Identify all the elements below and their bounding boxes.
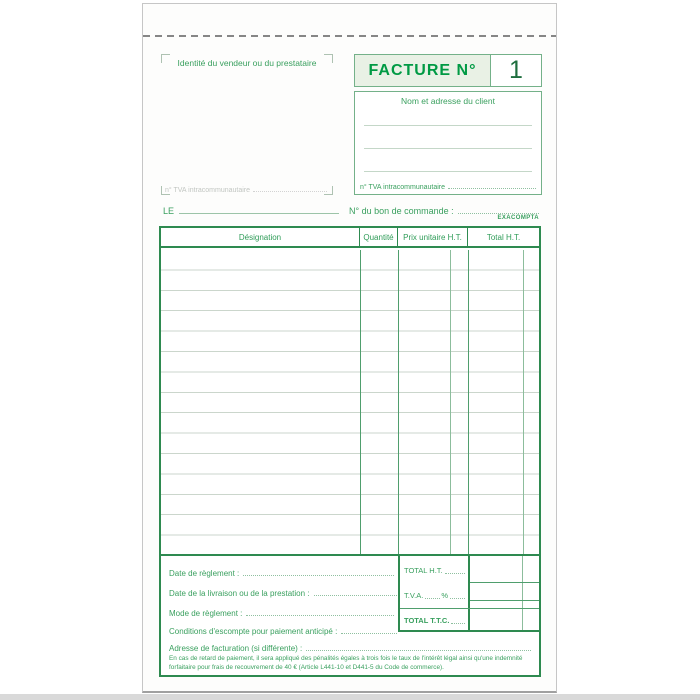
totals-box [398,556,541,632]
payment-mode-label: Mode de règlement : [169,609,243,618]
items-table-header [161,228,539,248]
totals-row-line-tva [470,600,539,601]
totals-cents-column-divider [522,556,523,630]
seller-tva-write-line [253,191,327,192]
seller-tva-line [165,187,329,194]
column-divider-prix-cents [450,250,451,554]
footer-section [159,556,541,677]
date-write-line [179,213,339,214]
total-ttc-label: TOTAL T.T.C. [404,616,450,625]
totals-value-column-divider [468,556,470,630]
corner-mark-top-right [324,54,333,63]
client-address-box [354,91,542,195]
brand-logo-text: EXACOMPTA [497,215,539,221]
order-number-write-line [458,213,539,214]
client-write-line [364,148,532,149]
invoice-form-sheet [142,3,557,693]
client-tva-write-line [448,188,536,189]
totals-row-line-ht [470,582,539,583]
column-header-designation: Désignation [161,228,360,246]
payment-date-label: Date de règlement : [169,569,240,578]
billing-address-label: Adresse de facturation (si différente) : [169,644,303,653]
column-header-quantite: Quantité [360,228,398,246]
delivery-date-write-line [314,595,399,596]
invoice-title: FACTURE N° [355,55,491,86]
date-and-order-line [163,203,539,216]
payment-date-line [169,566,394,578]
column-divider-total-cents [523,250,524,554]
column-divider-total [468,250,469,554]
totals-row-line-ttc [400,608,539,609]
total-ht-label: TOTAL H.T. [404,566,443,575]
total-ttc-line [404,614,466,625]
billing-address-write-line [306,650,531,651]
delivery-date-line [169,586,399,598]
column-header-prix-unitaire: Prix unitaire H.T. [398,228,468,246]
payment-mode-write-line [246,615,394,616]
seller-identity-label: Identité du vendeur ou du prestataire [177,58,317,68]
client-address-label: Nom et adresse du client [400,96,496,106]
discount-terms-write-line [341,633,397,634]
date-prefix-label: LE [163,206,175,216]
tva-label: T.V.A. [404,591,424,600]
perforation-dashed-line [143,35,556,37]
column-divider-prix [398,250,399,554]
client-write-line [364,171,532,172]
items-table-body [161,250,539,554]
client-tva-label: n° TVA intracommunautaire [360,184,446,191]
payment-date-write-line [243,575,394,576]
tva-rate-write-line [425,598,440,599]
delivery-date-label: Date de la livraison ou de la prestation : [169,589,310,598]
tva-line [404,590,466,600]
discount-terms-label: Conditions d'escompte pour paiement anticipé : [169,627,338,636]
payment-mode-line [169,606,394,618]
column-divider-quantite [360,250,361,554]
invoice-title-box [354,54,542,87]
total-ttc-write-line [451,623,465,624]
billing-address-line [169,641,531,653]
items-table [159,226,541,556]
legal-notice [169,654,531,672]
invoice-number: 1 [509,56,523,84]
tva-amount-write-line [450,598,465,599]
legal-notice-line1: En cas de retard de paiement, il sera appliqué des pénalités égales à trois fois le taux de l'intérêt légal ainsi qu'une indemnité [169,655,523,662]
legal-notice-line2: forfaitaire pour frais de recouvrement de 40 € (Article L441-10 et D441-5 du Code de commerce). [169,664,444,672]
column-header-total-ht: Total H.T. [486,232,521,242]
seller-identity-zone [161,54,333,195]
tva-percent-sign: % [441,591,448,600]
corner-mark-top-left [161,54,170,63]
client-write-line [364,125,532,126]
total-ht-line [404,565,466,575]
client-tva-line [360,184,536,191]
total-ht-write-line [445,573,465,574]
photo-bottom-gray-band [0,694,700,700]
discount-terms-line [169,624,397,636]
seller-tva-label: n° TVA intracommunautaire [165,187,251,194]
order-number-label: N° du bon de commande : [349,206,454,216]
